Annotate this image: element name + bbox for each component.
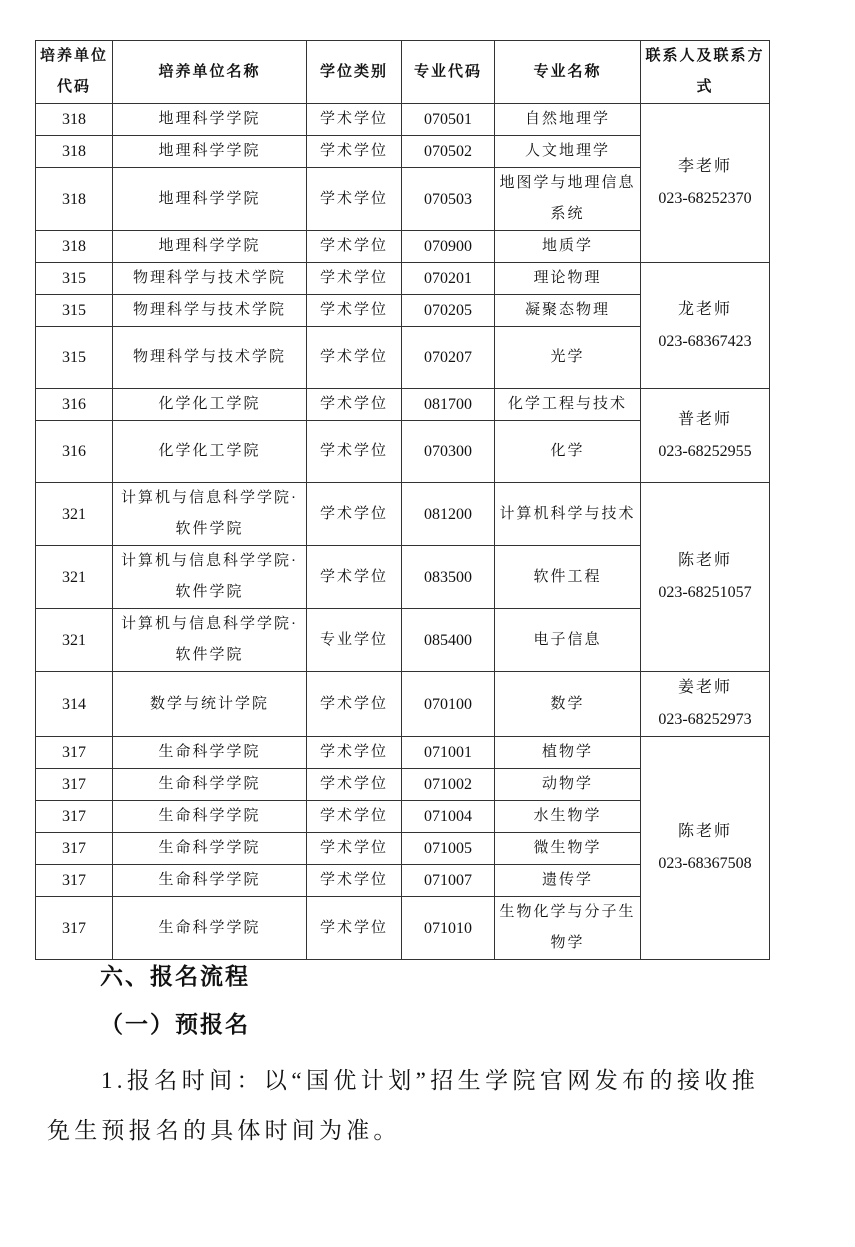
cell-major-name: 植物学 (495, 737, 641, 769)
table-header-row (36, 41, 770, 104)
cell-major-code: 081700 (402, 389, 495, 421)
cell-contact (641, 483, 770, 672)
cell-unit-code: 315 (36, 327, 113, 389)
table-row (36, 737, 770, 769)
cell-degree-type: 学术学位 (307, 483, 402, 546)
cell-major-name: 数学 (495, 672, 641, 737)
cell-contact (641, 672, 770, 737)
cell-major-name: 自然地理学 (495, 104, 641, 136)
cell-unit-code: 317 (36, 769, 113, 801)
registration-time-paragraph: 1.报名时间：以“国优计划”招生学院官网发布的接收推免生预报名的具体时间为准。 (47, 1068, 759, 1143)
contact-name: 李老师 (677, 158, 732, 175)
cell-unit-name: 化学化工学院 (113, 389, 307, 421)
cell-major-name: 地质学 (495, 231, 641, 263)
cell-major-code: 070300 (402, 421, 495, 483)
cell-major-code: 070201 (402, 263, 495, 295)
cell-unit-name: 生命科学学院 (113, 865, 307, 897)
cell-unit-code: 318 (36, 168, 113, 231)
cell-major-code: 085400 (402, 609, 495, 672)
cell-unit-name: 生命科学学院 (113, 833, 307, 865)
cell-degree-type: 学术学位 (307, 168, 402, 231)
cell-unit-name: 地理科学学院 (113, 136, 307, 168)
contact-phone: 023-68252955 (658, 442, 752, 460)
header-major-name: 专业名称 (495, 41, 641, 104)
cell-major-name: 计算机科学与技术 (495, 483, 641, 546)
cell-unit-name: 数学与统计学院 (113, 672, 307, 737)
contact-name: 龙老师 (677, 300, 732, 318)
contact-name: 姜老师 (677, 679, 732, 696)
cell-major-name: 凝聚态物理 (495, 295, 641, 327)
cell-contact (641, 737, 770, 960)
cell-major-name: 化学 (495, 421, 641, 483)
cell-degree-type: 学术学位 (307, 546, 402, 609)
cell-major-code: 070501 (402, 104, 495, 136)
contact-phone: 023-68367423 (658, 332, 752, 350)
cell-unit-name: 化学化工学院 (113, 421, 307, 483)
cell-unit-name: 生命科学学院 (113, 801, 307, 833)
cell-major-name: 人文地理学 (495, 136, 641, 168)
section-title: 六、报名流程 (100, 964, 250, 989)
cell-degree-type: 学术学位 (307, 295, 402, 327)
cell-degree-type: 学术学位 (307, 833, 402, 865)
contact-name: 陈老师 (677, 552, 732, 569)
cell-unit-name: 计算机与信息科学学院·软件学院 (113, 546, 307, 609)
cell-degree-type: 学术学位 (307, 769, 402, 801)
table-row (36, 672, 770, 737)
cell-unit-code: 318 (36, 231, 113, 263)
contact-phone: 023-68252973 (658, 711, 752, 728)
cell-major-name: 化学工程与技术 (495, 389, 641, 421)
cell-degree-type: 学术学位 (307, 104, 402, 136)
cell-major-code: 081200 (402, 483, 495, 546)
cell-major-name: 遗传学 (495, 865, 641, 897)
cell-major-name: 理论物理 (495, 263, 641, 295)
header-degree-type: 学位类别 (307, 41, 402, 104)
cell-unit-name: 计算机与信息科学学院·软件学院 (113, 483, 307, 546)
table-row (36, 104, 770, 136)
cell-unit-name: 生命科学学院 (113, 737, 307, 769)
cell-unit-code: 315 (36, 263, 113, 295)
cell-degree-type: 学术学位 (307, 389, 402, 421)
cell-major-name: 生物化学与分子生物学 (495, 897, 641, 960)
cell-major-code: 071007 (402, 865, 495, 897)
cell-degree-type: 学术学位 (307, 801, 402, 833)
contact-phone: 023-68252370 (658, 190, 752, 207)
cell-major-code: 070502 (402, 136, 495, 168)
cell-unit-code: 317 (36, 865, 113, 897)
cell-unit-name: 地理科学学院 (113, 168, 307, 231)
cell-degree-type: 专业学位 (307, 609, 402, 672)
cell-unit-code: 317 (36, 833, 113, 865)
cell-degree-type: 学术学位 (307, 865, 402, 897)
cell-major-name: 软件工程 (495, 546, 641, 609)
cell-major-name: 动物学 (495, 769, 641, 801)
cell-major-code: 083500 (402, 546, 495, 609)
contact-phone: 023-68367508 (658, 855, 752, 872)
header-contact: 联系人及联系方式 (641, 41, 770, 104)
table-row (36, 263, 770, 295)
contact-name: 普老师 (677, 410, 732, 428)
cell-unit-name: 地理科学学院 (113, 231, 307, 263)
cell-major-name: 电子信息 (495, 609, 641, 672)
cell-major-name: 地图学与地理信息系统 (495, 168, 641, 231)
cell-degree-type: 学术学位 (307, 136, 402, 168)
cell-degree-type: 学术学位 (307, 897, 402, 960)
cell-unit-code: 321 (36, 546, 113, 609)
table-row (36, 389, 770, 421)
cell-degree-type: 学术学位 (307, 327, 402, 389)
cell-degree-type: 学术学位 (307, 263, 402, 295)
cell-unit-name: 计算机与信息科学学院·软件学院 (113, 609, 307, 672)
cell-major-name: 水生物学 (495, 801, 641, 833)
cell-degree-type: 学术学位 (307, 737, 402, 769)
cell-major-code: 071004 (402, 801, 495, 833)
cell-unit-code: 315 (36, 295, 113, 327)
cell-major-code: 070205 (402, 295, 495, 327)
cell-major-name: 微生物学 (495, 833, 641, 865)
cell-major-code: 070207 (402, 327, 495, 389)
cell-contact (641, 389, 770, 483)
contact-name: 陈老师 (677, 823, 732, 840)
cell-unit-code: 317 (36, 737, 113, 769)
cell-unit-name: 物理科学与技术学院 (113, 295, 307, 327)
cell-major-code: 071002 (402, 769, 495, 801)
cell-unit-name: 生命科学学院 (113, 897, 307, 960)
cell-unit-code: 318 (36, 104, 113, 136)
header-unit-name: 培养单位名称 (113, 41, 307, 104)
subsection-title: （一）预报名 (100, 1012, 250, 1037)
cell-contact (641, 104, 770, 263)
cell-unit-code: 318 (36, 136, 113, 168)
cell-major-code: 070100 (402, 672, 495, 737)
cell-unit-name: 地理科学学院 (113, 104, 307, 136)
program-table (35, 40, 770, 960)
cell-unit-code: 321 (36, 609, 113, 672)
header-unit-code: 培养单位代码 (36, 41, 113, 104)
cell-major-code: 071005 (402, 833, 495, 865)
cell-degree-type: 学术学位 (307, 421, 402, 483)
cell-unit-code: 316 (36, 421, 113, 483)
cell-degree-type: 学术学位 (307, 231, 402, 263)
cell-major-code: 070503 (402, 168, 495, 231)
cell-major-code: 071001 (402, 737, 495, 769)
cell-contact (641, 263, 770, 389)
cell-unit-code: 321 (36, 483, 113, 546)
contact-phone: 023-68251057 (658, 584, 752, 601)
cell-unit-code: 317 (36, 897, 113, 960)
cell-unit-name: 物理科学与技术学院 (113, 327, 307, 389)
cell-unit-code: 314 (36, 672, 113, 737)
table-row (36, 483, 770, 546)
cell-major-code: 070900 (402, 231, 495, 263)
cell-unit-name: 物理科学与技术学院 (113, 263, 307, 295)
cell-major-name: 光学 (495, 327, 641, 389)
cell-major-code: 071010 (402, 897, 495, 960)
cell-unit-name: 生命科学学院 (113, 769, 307, 801)
cell-unit-code: 317 (36, 801, 113, 833)
cell-degree-type: 学术学位 (307, 672, 402, 737)
header-major-code: 专业代码 (402, 41, 495, 104)
cell-unit-code: 316 (36, 389, 113, 421)
